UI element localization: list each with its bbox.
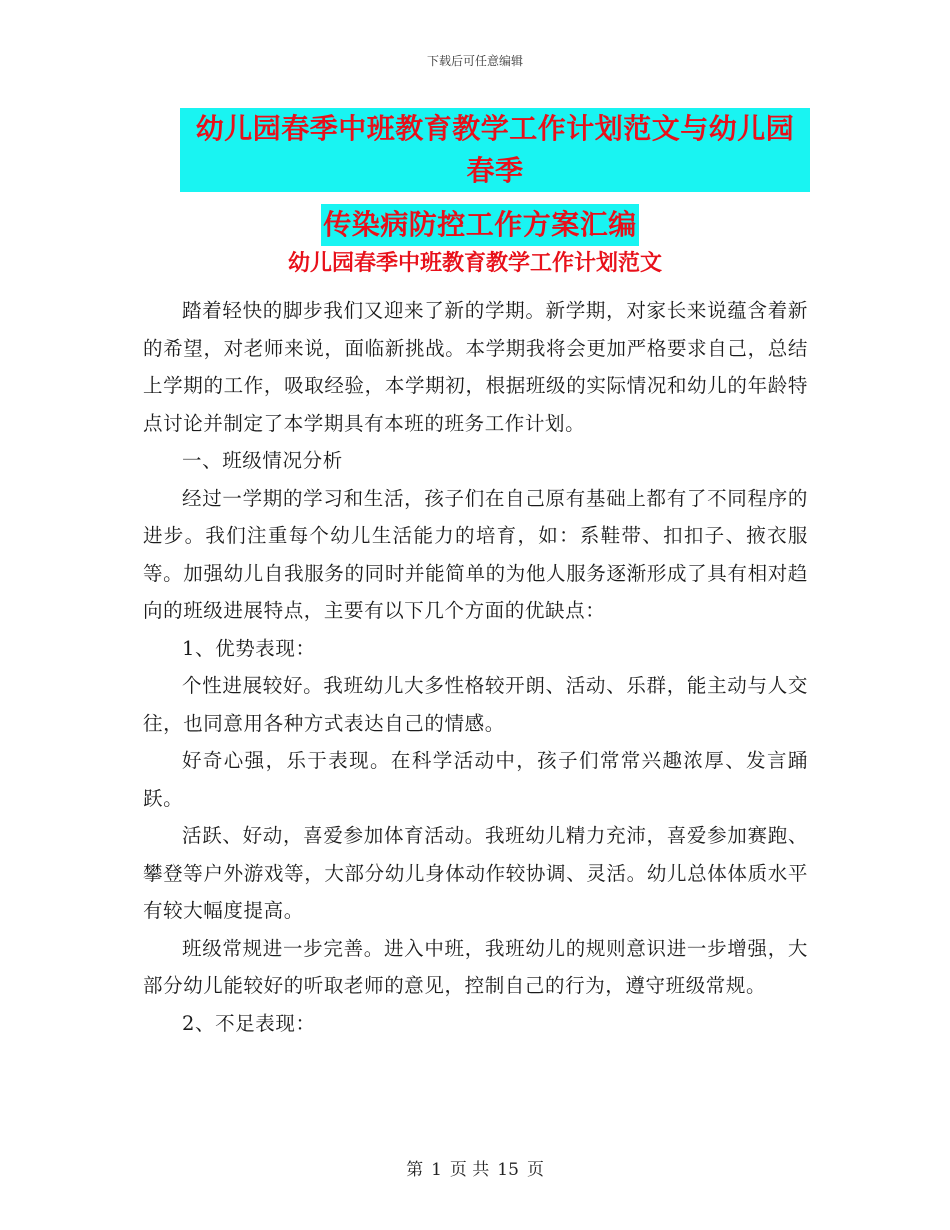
title-line-2: 传染病防控工作方案汇编 <box>321 204 639 246</box>
paragraph: 班级常规进一步完善。进入中班，我班幼儿的规则意识进一步增强，大部分幼儿能较好的听取老师的意见，控制自己的行为，遵守班级常规。 <box>143 936 808 997</box>
footer-suffix: 页 <box>526 1160 544 1180</box>
section-subtitle: 幼儿园春季中班教育教学工作计划范文 <box>287 251 662 276</box>
footer-middle: 页 共 <box>449 1160 490 1180</box>
page-footer <box>0 1155 950 1180</box>
page-number: 1 <box>431 1160 442 1180</box>
paragraph: 活跃、好动，喜爱参加体育活动。我班幼儿精力充沛，喜爱参加赛跑、攀登等户外游戏等，大部分幼儿身体动作较协调、灵活。幼儿总体体质水平有较大幅度提高。 <box>143 824 808 922</box>
section-heading: 一、班级情况分析 <box>182 449 343 472</box>
footer-prefix: 第 <box>406 1160 424 1180</box>
sub-heading: 2、不足表现： <box>182 1011 316 1035</box>
body-text <box>143 292 808 1042</box>
paragraph: 个性进展较好。我班幼儿大多性格较开朗、活动、乐群，能主动与人交往，也同意用各种方式表达自己的情感。 <box>143 674 808 735</box>
sub-heading: 1、优势表现： <box>182 636 316 660</box>
paragraph: 经过一学期的学习和生活，孩子们在自己原有基础上都有了不同程序的进步。我们注重每个幼儿生活能力的培育，如：系鞋带、扣扣子、掖衣服等。加强幼儿自我服务的同时并能简单的为他人服务逐渐形成了具有相对趋向的班级进展特点，主要有以下几个方面的优缺点： <box>143 486 808 622</box>
document-title <box>150 108 810 246</box>
total-pages: 15 <box>497 1160 519 1180</box>
paragraph: 踏着轻快的脚步我们又迎来了新的学期。新学期，对家长来说蕴含着新的希望，对老师来说，面临新挑战。本学期我将会更加严格要求自己，总结上学期的工作，吸取经验，本学期初，根据班级的实际情况和幼儿的年龄特点讨论并制定了本学期具有本班的班务工作计划。 <box>143 299 808 435</box>
header-note: 下载后可任意编辑 <box>426 54 523 68</box>
title-line-1: 幼儿园春季中班教育教学工作计划范文与幼儿园春季 <box>180 108 810 192</box>
paragraph: 好奇心强，乐于表现。在科学活动中，孩子们常常兴趣浓厚、发言踊跃。 <box>143 749 808 810</box>
